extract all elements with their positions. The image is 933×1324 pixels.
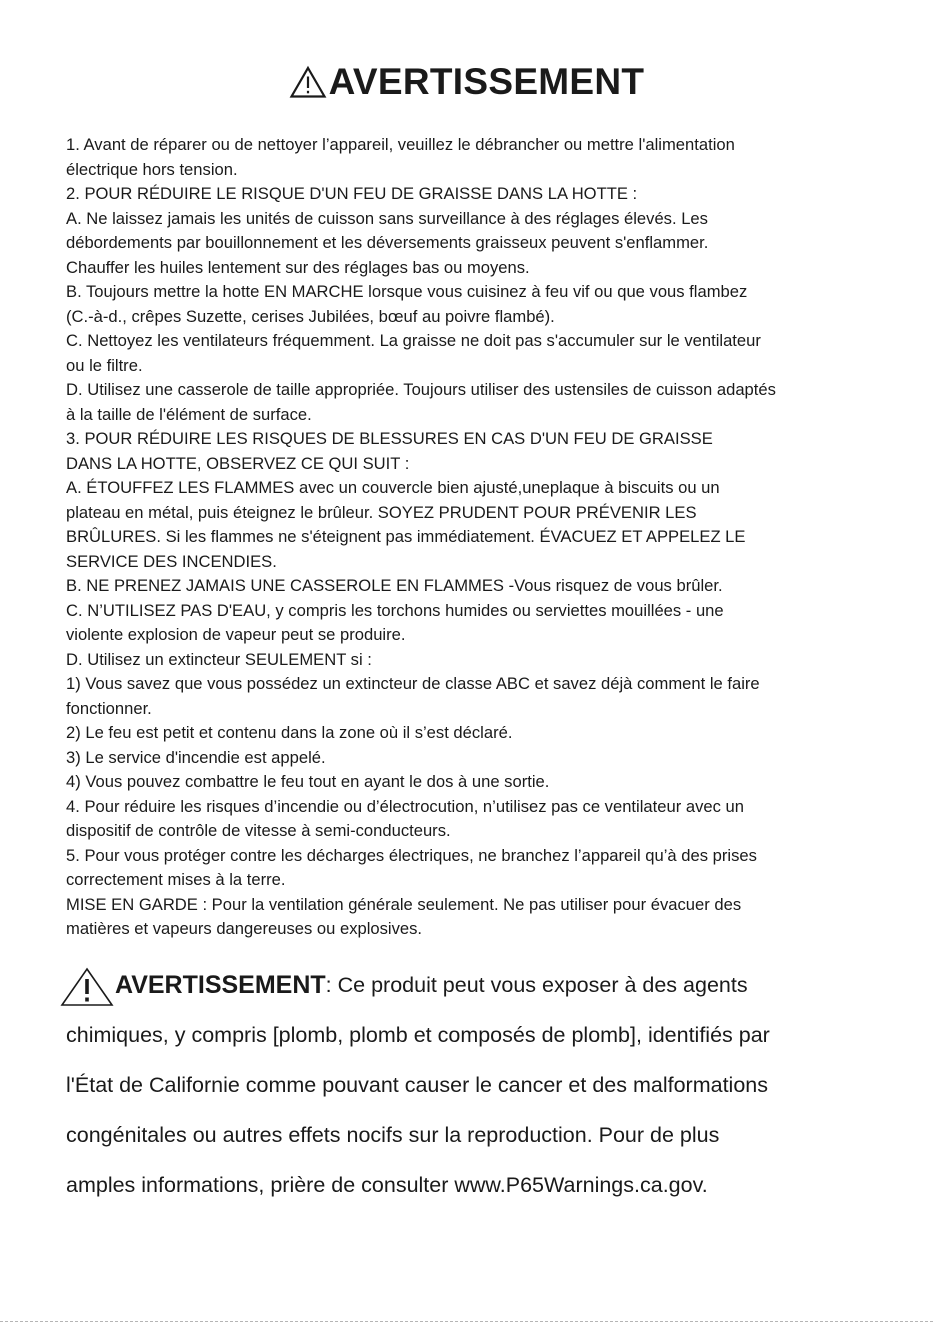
prop65-first-line: [60, 960, 906, 1010]
instruction-line: 2. POUR RÉDUIRE LE RISQUE D'UN FEU DE GRAISSE DANS LA HOTTE :: [66, 184, 638, 203]
instruction-line: 2) Le feu est petit et contenu dans la zone où il s’est déclaré.: [66, 723, 513, 742]
instruction-line: débordements par bouillonnement et les déversements graisseux peuvent s'enflammer.: [66, 233, 709, 252]
bottom-dashed-rule: [0, 1321, 933, 1322]
instruction-line: dispositif de contrôle de vitesse à semi-conducteurs.: [66, 821, 451, 840]
instruction-line: fonctionner.: [66, 698, 152, 718]
instruction-line: DANS LA HOTTE, OBSERVEZ CE QUI SUIT :: [66, 453, 410, 473]
instruction-line: D. Utilisez un extincteur SEULEMENT si :: [66, 649, 372, 669]
instruction-line: plateau en métal, puis éteignez le brûleur. SOYEZ PRUDENT POUR PRÉVENIR LES: [66, 502, 697, 522]
instruction-line: Chauffer les huiles lentement sur des réglages bas ou moyens.: [66, 257, 530, 277]
prop65-line: amples informations, prière de consulter www.P65Warnings.ca.gov.: [66, 1173, 708, 1197]
instruction-line: C. Nettoyez les ventilateurs fréquemment. La graisse ne doit pas s'accumuler sur le ventilateur: [66, 331, 761, 350]
prop65-line: congénitales ou autres effets nocifs sur la reproduction. Pour de plus: [66, 1123, 720, 1147]
instruction-line: B. Toujours mettre la hotte EN MARCHE lorsque vous cuisinez à feu vif ou que vous flambez: [66, 282, 748, 301]
warning-triangle-exclamation-icon: [60, 967, 114, 1007]
instruction-line: 1) Vous savez que vous possédez un extincteur de classe ABC et savez déjà comment le faire: [66, 674, 760, 693]
instruction-line: (C.-à-d., crêpes Suzette, cerises Jubilées, bœuf au poivre flambé).: [66, 306, 555, 326]
title-text: AVERTISSEMENT: [328, 61, 645, 102]
instruction-line: BRÛLURES. Si les flammes ne s'éteignent pas immédiatement. ÉVACUEZ ET APPELEZ LE: [66, 527, 746, 546]
instruction-line: 5. Pour vous protéger contre les décharges électriques, ne branchez l’appareil qu’à des prises: [66, 845, 757, 865]
instruction-line: 4) Vous pouvez combattre le feu tout en ayant le dos à une sortie.: [66, 772, 550, 791]
instruction-line: B. NE PRENEZ JAMAIS UNE CASSEROLE EN FLAMMES -Vous risquez de vous brûler.: [66, 576, 723, 595]
instruction-line: SERVICE DES INCENDIES.: [66, 551, 277, 571]
instruction-line: 3. POUR RÉDUIRE LES RISQUES DE BLESSURES EN CAS D'UN FEU DE GRAISSE: [66, 429, 713, 448]
instruction-line: à la taille de l'élément de surface.: [66, 404, 312, 424]
instruction-line: C. N’UTILISEZ PAS D'EAU, y compris les torchons humides ou serviettes mouillées - une: [66, 600, 724, 620]
prop65-warning: [66, 960, 906, 1210]
prop65-first-line-text: : Ce produit peut vous exposer à des agents: [325, 973, 748, 997]
instruction-line: A. Ne laissez jamais les unités de cuisson sans surveillance à des réglages élevés. Les: [66, 208, 708, 228]
instruction-line: 1. Avant de réparer ou de nettoyer l’appareil, veuillez le débrancher ou mettre l'alimentation: [66, 135, 735, 154]
instruction-line: 4. Pour réduire les risques d’incendie ou d’électrocution, n’utilisez pas ce ventilateur avec un: [66, 796, 744, 816]
instruction-line: D. Utilisez une casserole de taille appropriée. Toujours utiliser des ustensiles de cuisson adaptés: [66, 380, 776, 399]
page-title: [0, 58, 933, 106]
instruction-line: électrique hors tension.: [66, 159, 238, 179]
prop65-line: l'État de Californie comme pouvant causer le cancer et des malformations: [66, 1073, 768, 1097]
warning-triangle-icon: [289, 65, 327, 99]
instruction-line: correctement mises à la terre.: [66, 870, 286, 889]
instruction-line: ou le filtre.: [66, 355, 143, 375]
instruction-line: 3) Le service d'incendie est appelé.: [66, 747, 326, 767]
prop65-line: chimiques, y compris [plomb, plomb et composés de plomb], identifiés par: [66, 1023, 770, 1047]
instruction-list: [66, 133, 886, 942]
instruction-line: matières et vapeurs dangereuses ou explosives.: [66, 919, 423, 938]
prop65-warning-word: AVERTISSEMENT: [115, 971, 326, 999]
instruction-line: MISE EN GARDE : Pour la ventilation générale seulement. Ne pas utiliser pour évacuer des: [66, 894, 742, 914]
instruction-line: violente explosion de vapeur peut se produire.: [66, 625, 406, 644]
instruction-line: A. ÉTOUFFEZ LES FLAMMES avec un couvercle bien ajusté,uneplaque à biscuits ou un: [66, 478, 720, 497]
